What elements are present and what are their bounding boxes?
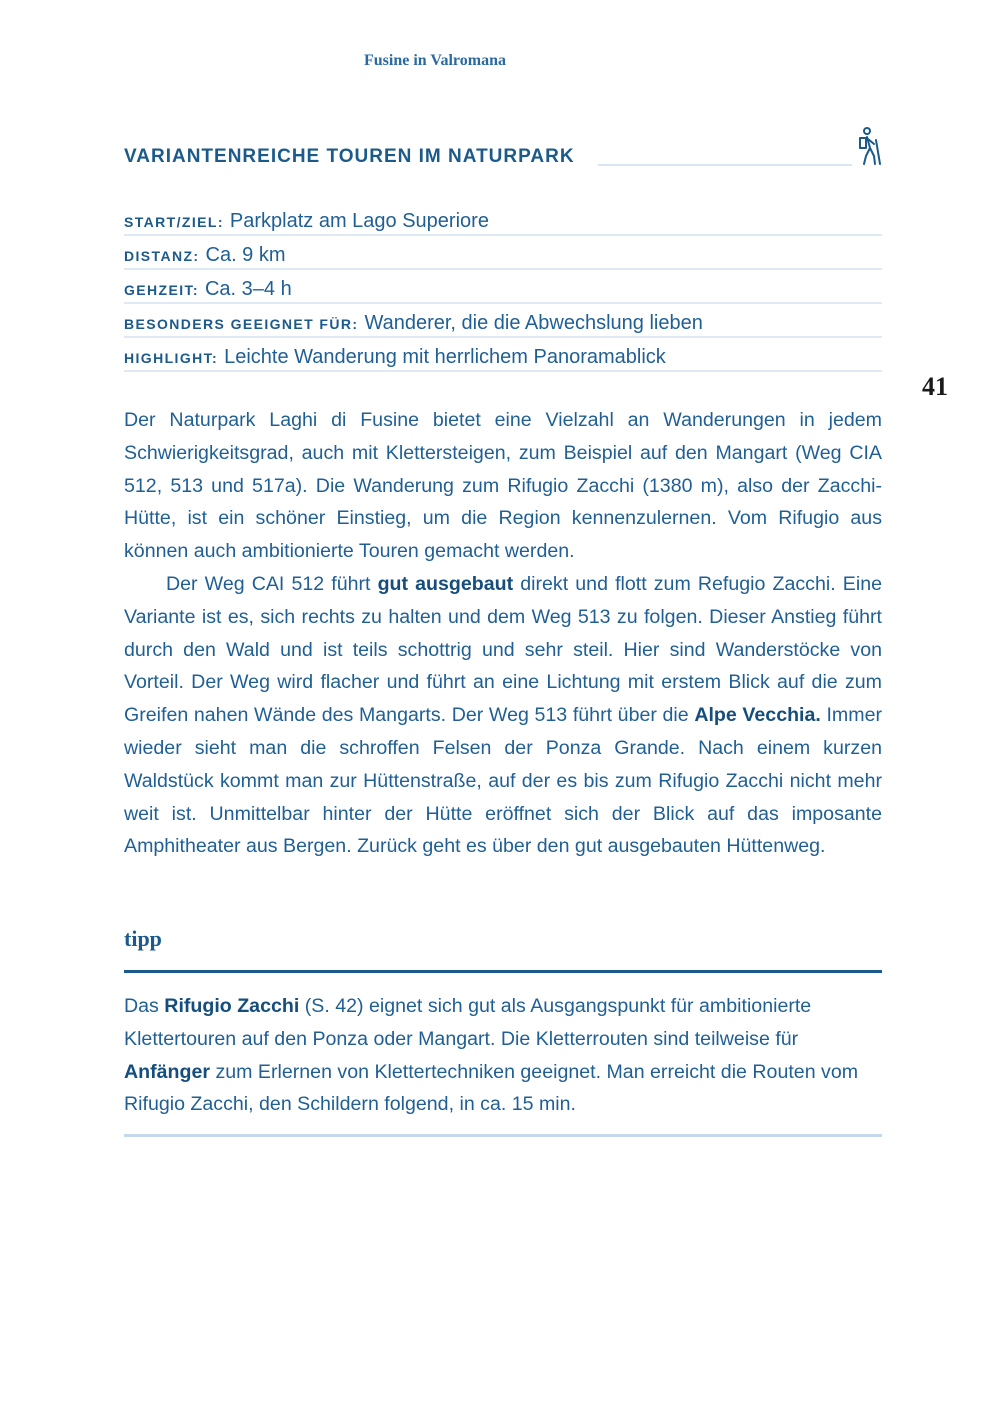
text-run: zum Erlernen von Klettertechniken geeignet. Man erreicht die Routen vom Rifugio Zacchi, den Schildern folgend, in ca. 15 min.	[124, 1060, 859, 1116]
fact-start-ziel	[124, 203, 882, 236]
tour-title-row	[124, 146, 882, 170]
body-paragraph-2	[124, 568, 882, 863]
running-head: Fusine in Valromana	[364, 52, 506, 69]
body-paragraph-1: Der Naturpark Laghi di Fusine bietet eine Vielzahl an Wanderungen in jedem Schwierigkeitsgrad, auch mit Klettersteigen, zum Beispiel auf den Mangart (Weg CIA 512, 513 und 517a). Die Wanderung zum Rifugio Zacchi (1380 m), also der Zacchi-Hütte, ist ein schöner Einstieg, um die Region kennenzulernen. Vom Rifugio aus können auch ambitionierte Touren gemacht werden.	[124, 409, 882, 563]
tipp-rule-top	[124, 970, 882, 973]
text-run: Der Weg CAI 512 führt	[166, 572, 378, 595]
fact-geeignet-fuer	[124, 305, 882, 338]
text-run: (S. 42) eignet sich gut als Ausgangspunkt für ambitionierte Klettertouren auf den Ponza oder Mangart. Die Kletterrouten sind teilweise für	[124, 995, 812, 1050]
fact-label: GEHZEIT:	[124, 282, 199, 298]
text-run: Das	[124, 995, 165, 1017]
fact-gehzeit	[124, 271, 882, 304]
title-rule	[598, 164, 852, 166]
bold-run: gut ausgebaut	[377, 572, 514, 595]
tour-facts	[124, 203, 882, 373]
bold-run: Alpe Vecchia.	[694, 704, 821, 727]
tipp-heading: tipp	[124, 926, 162, 951]
tipp-rule-bottom	[124, 1134, 882, 1137]
tour-title: VARIANTENREICHE TOUREN IM NATURPARK	[124, 146, 575, 167]
body-text	[124, 404, 882, 863]
fact-label: START/ZIEL:	[124, 214, 224, 230]
page-number: 41	[922, 372, 948, 401]
text-run: direkt und flott zum Refugio Zacchi. Eine Variante ist es, sich rechts zu halten und dem Weg 513 zu folgen. Dieser Anstieg führt durch den Wald und ist teils schottrig und sehr steil. Hier sind Wanderstöcke von Vorteil. Der Weg wird flacher und führt an eine Lichtung mit erstem Blick auf die zum Greifen nahen Wände des Mangarts. Der Weg 513 führt über die	[124, 572, 882, 727]
fact-label: DISTANZ:	[124, 248, 200, 264]
fact-label: HIGHLIGHT:	[124, 350, 219, 366]
fact-distanz	[124, 237, 882, 270]
fact-highlight	[124, 339, 882, 372]
fact-value: Ca. 3–4 h	[204, 278, 292, 300]
fact-value: Ca. 9 km	[205, 244, 286, 266]
text-run: Immer wieder sieht man die schroffen Felsen der Ponza Grande. Nach einem kurzen Waldstück kommt man zur Hüttenstraße, auf der es bis zum Rifugio Zacchi nicht mehr weit ist. Unmittelbar hinter der Hütte eröffnet sich der Blick auf das imposante Amphitheater aus Bergen. Zurück geht es über den gut ausgebauten Hüttenweg.	[124, 704, 882, 858]
bold-run: Rifugio Zacchi	[164, 995, 300, 1017]
fact-label: BESONDERS GEEIGNET FÜR:	[124, 316, 359, 332]
fact-value: Parkplatz am Lago Superiore	[229, 210, 489, 232]
fact-value: Leichte Wanderung mit herrlichem Panoramablick	[224, 346, 666, 368]
bold-run: Anfänger	[124, 1060, 211, 1083]
tipp-text	[124, 990, 882, 1121]
fact-value: Wanderer, die die Abwechslung lieben	[364, 312, 703, 334]
hiker-icon	[856, 126, 884, 166]
